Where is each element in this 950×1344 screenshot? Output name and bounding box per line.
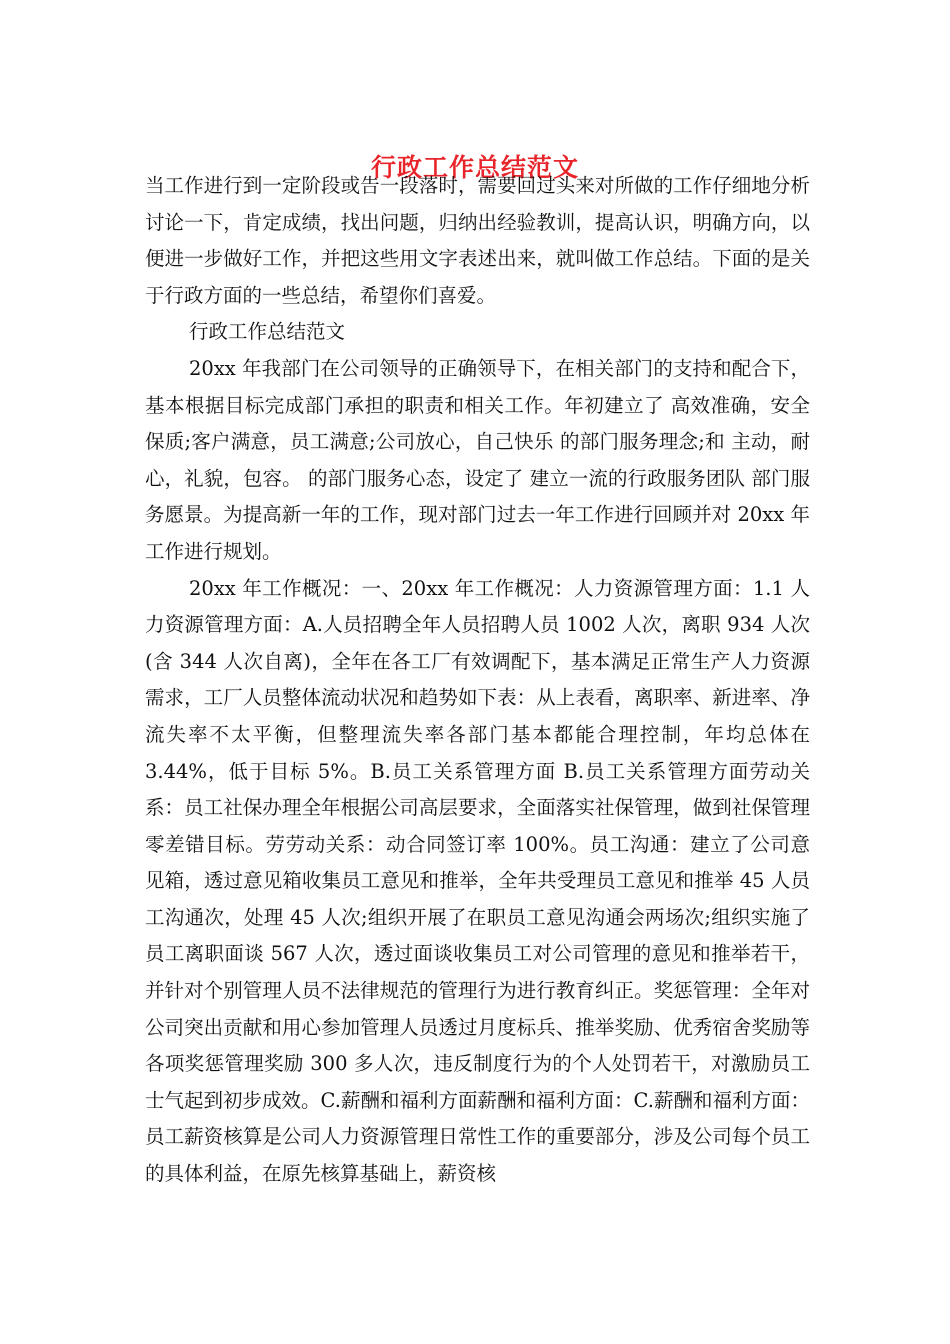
intro-paragraph: 当工作进行到一定阶段或告一段落时，需要回过头来对所做的工作仔细地分析讨论一下，肯定成绩，找出问题，归纳出经验教训，提高认识，明确方向，以便进一步做好工作，并把这些用文字表述出来，就叫做工作总结。下面的是关于行政方面的一些总结，希望你们喜爱。 <box>145 174 810 307</box>
page-title: 行政工作总结范文 <box>370 153 579 182</box>
section-subheading: 行政工作总结范文 <box>189 320 346 344</box>
document-body <box>145 168 810 1193</box>
body-paragraph-2: 20xx 年工作概况：一、20xx 年工作概况：人力资源管理方面：1.1 人力资源管理方面：A.人员招聘全年人员招聘人员 1002 人次，离职 934 人次(含 344 人次自离)，全年在各工厂有效调配下，基本满足正常生产人力资源需求，工厂人员整体流动状况和趋势如下表：从上表看，离职率、新进率、净流失率不太平衡，但整理流失率各部门基本都能合理控制，年均总体在 3.44%，低于目标 5%。B.员工关系管理方面 B.员工关系管理方面劳动关系：员工社保办理全年根据公司高层要求，全面落实社保管理，做到社保管理零差错目标。劳劳动关系：动合同签订率 100%。员工沟通：建立了公司意见箱，透过意见箱收集员工意见和推举，全年共受理员工意见和推举 45 人员工沟通次，处理 45 人次;组织开展了在职员工意见沟通会两场次;组织实施了员工离职面谈 567 人次，透过面谈收集员工对公司管理的意见和推举若干，并针对个别管理人员不法律规范的管理行为进行教育纠正。奖惩管理：全年对公司突出贡献和用心参加管理人员透过月度标兵、推举奖励、优秀宿舍奖励等各项奖惩管理奖励 300 多人次，违反制度行为的个人处罚若干，对激励员工士气起到初步成效。C.薪酬和福利方面薪酬和福利方面：C.薪酬和福利方面：员工薪资核算是公司人力资源管理日常性工作的重要部分，涉及公司每个员工的具体利益，在原先核算基础上，薪资核 <box>145 576 810 1186</box>
body-paragraph-1: 20xx 年我部门在公司领导的正确领导下，在相关部门的支持和配合下，基本根据目标完成部门承担的职责和相关工作。年初建立了 高效准确，安全保质;客户满意，员工满意;公司放心，自己快乐 的部门服务理念;和 主动，耐心，礼貌，包容。 的部门服务心态，设定了 建立一流的行政服务团队 部门服务愿景。为提高新一年的工作，现对部门过去一年工作进行回顾并对 20xx 年工作进行规划。 <box>145 356 810 563</box>
